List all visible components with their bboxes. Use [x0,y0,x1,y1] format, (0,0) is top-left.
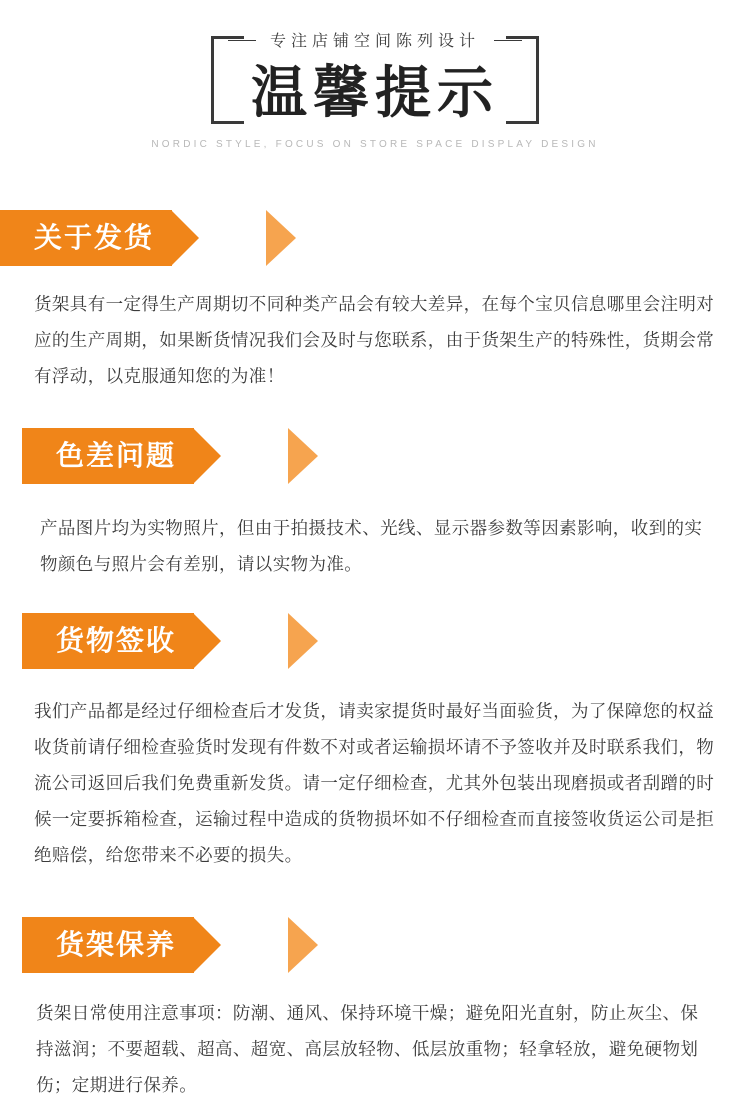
header-inner [205,22,545,129]
section-body-text: 产品图片均为实物照片，但由于拍摄技术、光线、显示器参数等因素影响，收到的实物颜色与照片会有差别，请以实物为准。 [40,518,703,575]
page-title: 温馨提示 [251,61,499,126]
section-label-row [0,428,750,484]
section-banner-label: 色差问题 [22,428,194,484]
section-banner-label: 关于发货 [0,210,172,266]
section-body-text: 货架日常使用注意事项：防潮、通风、保持环境干燥；避免阳光直射，防止灰尘、保持滋润；不要超载、超高、超宽、高层放轻物、低层放重物；轻拿轻放，避免硬物划伤；定期进行保养。 [36,1003,699,1096]
section-label-row [0,917,750,973]
bracket-right-decoration [506,36,539,124]
section-label-row [0,613,750,669]
section-shipping [0,210,750,396]
section-banner-label: 货架保养 [22,917,194,973]
header-top-subtitle: 专注店铺空间陈列设计 [260,28,490,51]
banner-tail-decoration [266,210,296,266]
section-maintenance [0,917,750,1104]
section-label-row [0,210,750,266]
bracket-left-decoration [211,36,244,124]
banner-tail-decoration [288,917,318,973]
banner-tail-decoration [288,428,318,484]
section-body-text: 我们产品都是经过仔细检查后才发货，请卖家提货时最好当面验货，为了保障您的权益收货前请仔细检查验货时发现有件数不对或者运输损坏请不予签收并及时联系我们，物流公司返回后我们免费重新发货。请一定仔细检查，尤其外包装出现磨损或者刮蹭的时候一定要拆箱检查，运输过程中造成的货物损坏如不仔细检查而直接签收货运公司是拒绝赔偿，给您带来不必要的损失。 [34,702,715,866]
section-receiving [0,613,750,874]
banner-tail-decoration [288,613,318,669]
section-body-text: 货架具有一定得生产周期切不同种类产品会有较大差异，在每个宝贝信息哪里会注明对应的生产周期，如果断货情况我们会及时与您联系，由于货架生产的特殊性，货期会常有浮动，以克服通知您的为准！ [34,295,715,387]
section-color-difference [0,428,750,584]
section-banner-label: 货物签收 [22,613,194,669]
header-bottom-subtitle: NORDIC STYLE, FOCUS ON STORE SPACE DISPLAY DESIGN [151,139,599,150]
page-header [0,0,750,148]
